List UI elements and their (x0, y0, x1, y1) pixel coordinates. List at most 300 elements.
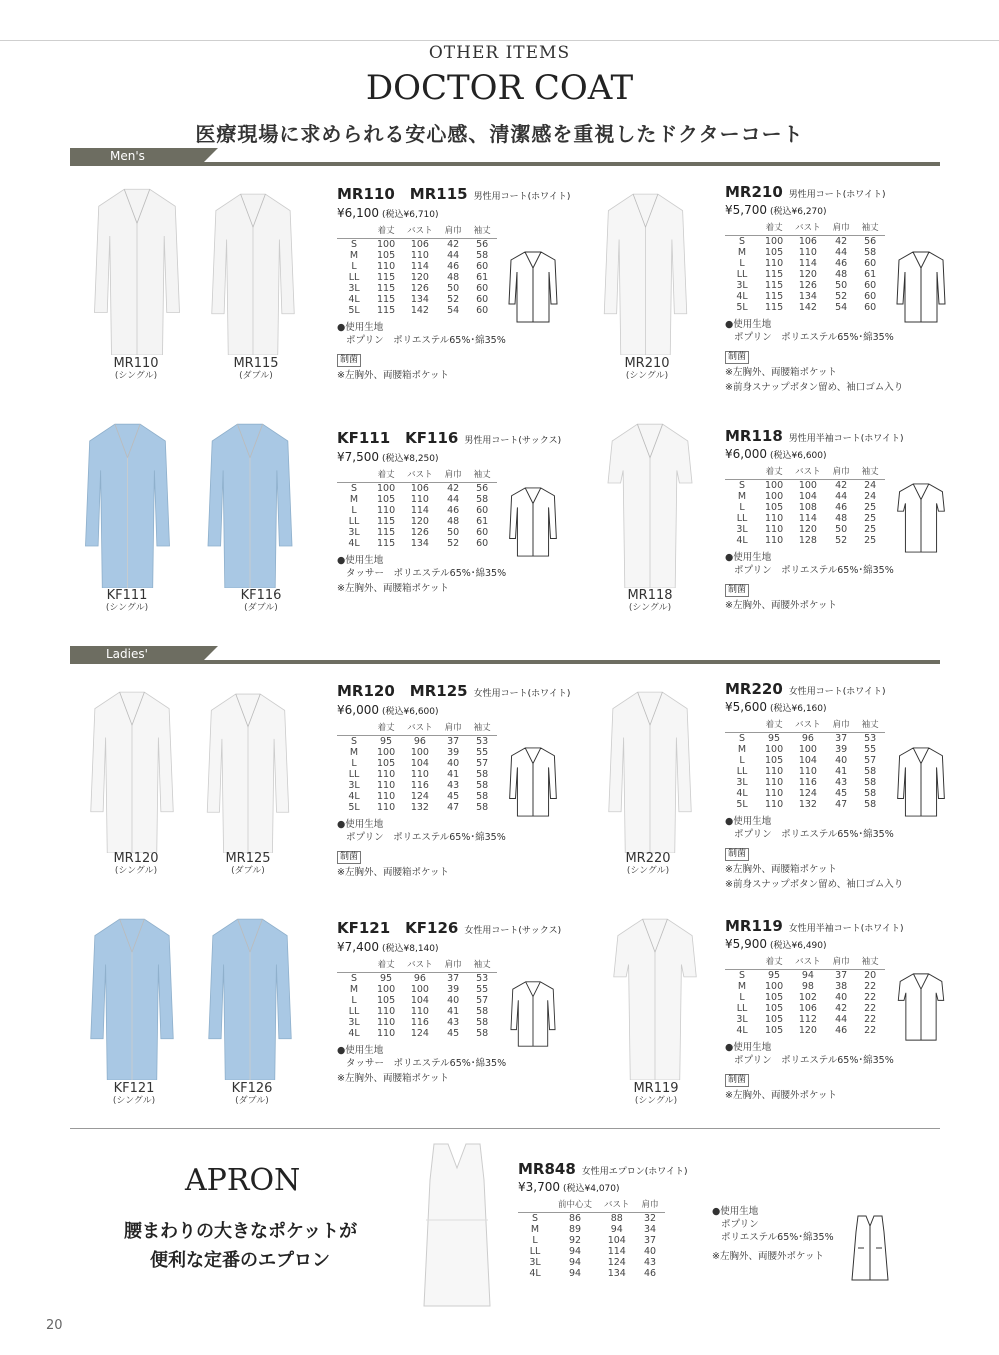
table-cell: 114 (410, 261, 429, 272)
tax-included-price: (税込¥6,160) (770, 704, 827, 714)
fabric-label: ●使用生地 (725, 552, 772, 563)
table-cell: LL (348, 272, 360, 283)
table-cell: 50 (835, 280, 848, 291)
table-cell: 4L (736, 291, 748, 302)
table-cell: 110 (377, 505, 396, 516)
table-row (725, 799, 885, 810)
table-row (337, 973, 497, 985)
size-table (725, 718, 885, 810)
table-cell: 116 (798, 777, 817, 788)
table-cell: 126 (410, 283, 429, 294)
table-cell: 46 (835, 502, 848, 513)
table-cell: 134 (798, 291, 817, 302)
table-cell: 134 (410, 294, 429, 305)
product-title: MR119 女性用半袖コート(ホワイト) (725, 917, 904, 935)
product-note: ※前身スナップボタン留め、袖口ゴム入り (725, 382, 904, 393)
table-cell: 4L (348, 294, 360, 305)
table-cell: 94 (568, 1257, 582, 1268)
table-cell: 37 (447, 973, 460, 984)
table-cell: 100 (377, 239, 396, 250)
product-description: 男性用コート(ホワイト) (788, 190, 886, 200)
size-header: 袖丈 (468, 468, 497, 483)
table-cell: 5L (348, 305, 360, 316)
table-cell: 3L (348, 1017, 360, 1028)
table-cell: 58 (476, 1017, 489, 1028)
table-row (725, 1025, 885, 1036)
coat-image-kf116 (200, 420, 300, 588)
coat-image-mr115 (208, 190, 298, 355)
size-header: 肩巾 (827, 221, 856, 236)
size-header: バスト (598, 1198, 636, 1213)
table-cell: 60 (864, 258, 877, 269)
top-rule (0, 40, 999, 41)
table-row (518, 1224, 665, 1235)
table-cell: 124 (607, 1257, 626, 1268)
product-description: 女性用コート(サックス) (464, 926, 562, 936)
table-cell: 54 (447, 305, 460, 316)
table-cell: 60 (864, 291, 877, 302)
tax-included-price: (税込¥4,070) (563, 1184, 620, 1194)
table-cell: 110 (377, 780, 396, 791)
table-row (337, 483, 497, 495)
flat-sketch-mr210 (895, 250, 947, 324)
table-cell: 44 (835, 491, 848, 502)
table-cell: LL (348, 1006, 360, 1017)
table-cell: 57 (864, 755, 877, 766)
table-cell: 105 (765, 1003, 784, 1014)
size-table (337, 721, 497, 813)
table-row (725, 733, 885, 745)
product-price: ¥5,700 (税込¥6,270) (725, 203, 827, 217)
table-cell: 4L (736, 535, 748, 546)
table-cell: 40 (447, 758, 460, 769)
table-cell: L (739, 258, 745, 269)
size-table (337, 468, 497, 549)
caption-mr210: MR210 (シングル) (624, 356, 670, 381)
product-note: ※左胸外、両腰箱ポケット (337, 370, 449, 381)
table-cell: 4L (348, 1028, 360, 1039)
table-cell: 105 (765, 1014, 784, 1025)
table-row (337, 538, 497, 549)
apron-divider (70, 1128, 940, 1129)
table-cell: 104 (607, 1235, 626, 1246)
product-price: ¥5,900 (税込¥6,490) (725, 937, 827, 951)
size-header: バスト (401, 224, 439, 239)
table-cell: 104 (798, 491, 817, 502)
fabric-detail: タッサー ポリエステル65%･綿35% (346, 568, 507, 579)
size-header: 着丈 (371, 721, 401, 736)
table-cell: 53 (476, 973, 489, 984)
tax-included-price: (税込¥8,140) (382, 944, 439, 954)
table-cell: 40 (447, 995, 460, 1006)
product-description: 女性用エプロン(ホワイト) (581, 1167, 688, 1177)
size-table (725, 221, 885, 313)
table-cell: 61 (476, 272, 489, 283)
table-cell: 58 (476, 494, 489, 505)
table-cell: 5L (348, 802, 360, 813)
apron-fabric-name: ポプリン (721, 1219, 759, 1230)
table-cell: 34 (643, 1224, 657, 1235)
product-note: ※左胸外、両腰箱ポケット (337, 867, 449, 878)
table-cell: 25 (864, 535, 877, 546)
product-note: ※左胸外、両腰箱ポケット (337, 583, 449, 594)
table-cell: 55 (476, 984, 489, 995)
product-title: MR220 女性用コート(ホワイト) (725, 680, 886, 698)
table-cell: 43 (835, 777, 848, 788)
size-header: 着丈 (759, 955, 789, 970)
table-row (337, 516, 497, 527)
table-cell: 110 (765, 777, 784, 788)
table-cell: M (530, 1224, 540, 1235)
size-header: 袖丈 (856, 221, 885, 236)
table-cell: 110 (377, 261, 396, 272)
table-cell: S (350, 483, 358, 494)
table-cell: 37 (835, 970, 848, 981)
table-cell: 58 (476, 780, 489, 791)
table-cell: 105 (765, 755, 784, 766)
fabric-label: ●使用生地 (337, 322, 384, 333)
product-note: ※左胸外、両腰箱ポケット (725, 367, 837, 378)
table-cell: 115 (377, 294, 396, 305)
table-cell: 46 (447, 505, 460, 516)
section-bar-mens (70, 148, 940, 166)
table-row (725, 513, 885, 524)
table-cell: 40 (835, 755, 848, 766)
table-cell: 58 (864, 247, 877, 258)
size-table (725, 955, 885, 1036)
table-row (337, 305, 497, 316)
table-cell: 50 (447, 283, 460, 294)
table-cell: 128 (798, 535, 817, 546)
table-cell: 22 (864, 992, 877, 1003)
table-cell: 126 (798, 280, 817, 291)
table-cell: LL (736, 766, 748, 777)
table-cell: 56 (476, 483, 489, 494)
table-cell: 106 (410, 483, 429, 494)
table-cell: 110 (765, 799, 784, 810)
table-cell: 95 (768, 970, 781, 981)
table-cell: 40 (643, 1246, 657, 1257)
table-cell: S (738, 236, 746, 247)
table-cell: 96 (413, 736, 426, 747)
table-cell: 25 (864, 524, 877, 535)
table-cell: 53 (476, 736, 489, 747)
table-cell: 54 (835, 302, 848, 313)
product-price: ¥7,500 (税込¥8,250) (337, 450, 439, 464)
table-cell: 22 (864, 1014, 877, 1025)
table-cell: 48 (835, 269, 848, 280)
table-row (337, 747, 497, 758)
table-cell: 24 (864, 480, 877, 491)
table-cell: 115 (377, 538, 396, 549)
table-cell: 53 (864, 733, 877, 744)
table-row (725, 744, 885, 755)
fabric-detail: ポプリン ポリエステル65%･綿35% (346, 335, 506, 346)
size-header: 袖丈 (856, 955, 885, 970)
product-title: MR118 男性用半袖コート(ホワイト) (725, 427, 904, 445)
table-cell: 61 (864, 269, 877, 280)
table-cell: 46 (835, 1025, 848, 1036)
table-cell: 60 (476, 505, 489, 516)
coat-image-mr118 (600, 420, 700, 588)
product-title: MR110 MR115 男性用コート(ホワイト) (337, 185, 571, 203)
table-cell: 110 (765, 524, 784, 535)
size-header: 袖丈 (468, 721, 497, 736)
table-cell: 3L (736, 1014, 748, 1025)
size-header: バスト (401, 721, 439, 736)
table-cell: 142 (410, 305, 429, 316)
table-cell: 88 (610, 1213, 623, 1224)
table-cell: 92 (568, 1235, 582, 1246)
coat-image-kf126 (200, 915, 300, 1080)
table-row (725, 992, 885, 1003)
table-cell: 39 (447, 747, 460, 758)
table-cell: 105 (377, 758, 396, 769)
table-row (518, 1235, 665, 1246)
page-tagline: 医療現場に求められる安心感、清潔感を重視したドクターコート (195, 122, 804, 146)
table-cell: 42 (447, 239, 460, 250)
table-cell: 100 (410, 984, 429, 995)
table-cell: 110 (410, 1006, 429, 1017)
product-price: ¥3,700 (税込¥4,070) (518, 1180, 620, 1194)
caption-mr220: MR220 (シングル) (625, 851, 671, 876)
table-row (725, 524, 885, 535)
table-row (725, 291, 885, 302)
size-header: バスト (401, 958, 439, 973)
fabric-label: ●使用生地 (725, 319, 772, 330)
table-cell: 60 (476, 527, 489, 538)
fabric-detail: ポプリン ポリエステル65%･綿35% (734, 565, 894, 576)
tax-included-price: (税込¥6,600) (382, 707, 439, 717)
table-cell: 100 (377, 747, 396, 758)
table-cell: 4L (348, 791, 360, 802)
coat-image-mr120 (82, 688, 182, 853)
table-cell: 120 (410, 272, 429, 283)
table-cell: 100 (765, 491, 784, 502)
table-cell: 58 (476, 802, 489, 813)
flat-sketch-mr220 (895, 746, 947, 818)
antibacterial-badge: 制菌 (725, 1074, 749, 1087)
fabric-detail: ポプリン ポリエステル65%･綿35% (734, 332, 894, 343)
table-cell: 4L (736, 1025, 748, 1036)
table-cell: 42 (835, 1003, 848, 1014)
table-cell: S (738, 970, 746, 981)
table-row (518, 1257, 665, 1268)
table-cell: 115 (377, 283, 396, 294)
tax-included-price: (税込¥8,250) (382, 454, 439, 464)
size-header: バスト (789, 221, 827, 236)
table-cell: 110 (377, 802, 396, 813)
table-row (725, 236, 885, 248)
table-cell: 110 (798, 766, 817, 777)
table-cell: 46 (447, 261, 460, 272)
table-cell: 60 (476, 294, 489, 305)
table-cell: 22 (864, 1003, 877, 1014)
size-header: 肩巾 (439, 224, 468, 239)
table-cell: 120 (798, 1025, 817, 1036)
table-cell: 41 (447, 769, 460, 780)
table-cell: 98 (801, 981, 814, 992)
table-cell: 126 (410, 527, 429, 538)
table-cell: S (350, 973, 358, 984)
table-row (337, 995, 497, 1006)
antibacterial-badge: 制菌 (337, 354, 361, 367)
table-cell: 110 (377, 1017, 396, 1028)
table-cell: 48 (447, 516, 460, 527)
flat-sketch-mr848 (850, 1214, 890, 1282)
table-row (725, 302, 885, 313)
table-cell: 104 (410, 758, 429, 769)
table-cell: 86 (568, 1213, 582, 1224)
fabric-label: ●使用生地 (337, 555, 384, 566)
table-cell: 115 (765, 280, 784, 291)
table-cell: 47 (835, 799, 848, 810)
table-cell: 96 (413, 973, 426, 984)
fabric-detail: タッサー ポリエステル65%･綿35% (346, 1058, 507, 1069)
table-row (725, 502, 885, 513)
apron-image-mr848 (412, 1140, 502, 1308)
table-cell: 58 (476, 1006, 489, 1017)
table-row (337, 1028, 497, 1039)
table-cell: 5L (736, 302, 748, 313)
product-price: ¥6,000 (税込¥6,600) (337, 703, 439, 717)
caption-kf116: KF116 (ダブル) (240, 588, 282, 613)
table-cell: 102 (798, 992, 817, 1003)
coat-image-kf121 (82, 915, 182, 1080)
table-cell: 39 (835, 744, 848, 755)
table-row (337, 769, 497, 780)
table-cell: 95 (380, 973, 393, 984)
table-cell: 124 (798, 788, 817, 799)
table-cell: 41 (835, 766, 848, 777)
page-number: 20 (46, 1318, 63, 1333)
apron-heading: APRON (185, 1163, 301, 1198)
size-header: 肩巾 (827, 955, 856, 970)
size-header: 着丈 (371, 958, 401, 973)
table-row (725, 970, 885, 982)
table-cell: 56 (476, 239, 489, 250)
coat-image-mr119 (605, 915, 705, 1080)
table-cell: 42 (447, 483, 460, 494)
table-cell: 37 (447, 736, 460, 747)
table-cell: 41 (447, 1006, 460, 1017)
product-mr848 (518, 1160, 718, 1279)
table-cell: M (349, 984, 359, 995)
table-cell: 37 (835, 733, 848, 744)
table-cell: 3L (736, 777, 748, 788)
table-row (337, 758, 497, 769)
caption-mr110: MR110 (シングル) (113, 356, 159, 381)
table-cell: 58 (476, 1028, 489, 1039)
table-cell: 47 (447, 802, 460, 813)
table-cell: 50 (447, 527, 460, 538)
table-row (337, 283, 497, 294)
table-row (518, 1246, 665, 1257)
table-row (337, 780, 497, 791)
table-cell: M (737, 744, 747, 755)
table-cell: 115 (377, 516, 396, 527)
product-title: MR848 女性用エプロン(ホワイト) (518, 1160, 688, 1178)
table-row (725, 247, 885, 258)
table-row (337, 261, 497, 272)
table-cell: S (738, 480, 746, 491)
table-cell: 105 (377, 250, 396, 261)
table-cell: 22 (864, 1025, 877, 1036)
table-row (725, 535, 885, 546)
flat-sketch-mr110 (507, 250, 559, 324)
table-cell: S (738, 733, 746, 744)
caption-mr125: MR125 (ダブル) (225, 851, 271, 876)
table-cell: 89 (568, 1224, 582, 1235)
table-cell: 58 (864, 766, 877, 777)
table-cell: 44 (447, 250, 460, 261)
table-cell: 120 (798, 269, 817, 280)
table-cell: 43 (447, 780, 460, 791)
size-header: 肩巾 (439, 721, 468, 736)
coat-image-mr125 (198, 690, 298, 853)
product-description: 女性用コート(ホワイト) (788, 687, 886, 697)
table-cell: 46 (835, 258, 848, 269)
table-cell: 46 (643, 1268, 657, 1279)
table-cell: 60 (476, 538, 489, 549)
flat-sketch-mr118 (895, 482, 947, 554)
table-cell: 43 (643, 1257, 657, 1268)
table-cell: L (532, 1235, 538, 1246)
table-cell: 94 (801, 970, 814, 981)
table-cell: 106 (798, 1003, 817, 1014)
table-cell: 42 (835, 236, 848, 247)
apron-tagline-1: 腰まわりの大きなポケットが (124, 1221, 358, 1242)
fabric-detail: ポプリン ポリエステル65%･綿35% (734, 829, 894, 840)
table-cell: 22 (864, 981, 877, 992)
section-label-ladies: Ladies' (106, 647, 148, 661)
table-cell: 52 (447, 294, 460, 305)
table-row (725, 491, 885, 502)
product-note: ※前身スナップボタン留め、袖口ゴム入り (725, 879, 904, 890)
product-description: 男性用コート(ホワイト) (473, 192, 571, 202)
table-cell: 20 (864, 970, 877, 981)
table-cell: 110 (765, 788, 784, 799)
size-header: 肩巾 (439, 958, 468, 973)
table-cell: 100 (765, 744, 784, 755)
caption-mr120: MR120 (シングル) (113, 851, 159, 876)
table-row (725, 766, 885, 777)
table-row (725, 981, 885, 992)
coat-image-mr220 (600, 688, 700, 853)
size-header: 肩巾 (636, 1198, 665, 1213)
fabric-label: ●使用生地 (725, 1042, 772, 1053)
table-row (725, 280, 885, 291)
product-description: 男性用コート(サックス) (464, 436, 562, 446)
table-cell: 43 (447, 1017, 460, 1028)
table-cell: 120 (798, 524, 817, 535)
table-cell: M (349, 250, 359, 261)
table-cell: LL (736, 1003, 748, 1014)
table-cell: 110 (410, 250, 429, 261)
table-cell: M (349, 494, 359, 505)
table-cell: 48 (447, 272, 460, 283)
size-header: 着丈 (759, 465, 789, 480)
table-cell: 58 (864, 788, 877, 799)
table-cell: 110 (377, 1028, 396, 1039)
table-cell: 105 (765, 247, 784, 258)
table-row (518, 1268, 665, 1279)
antibacterial-badge: 制菌 (725, 584, 749, 597)
table-cell: L (739, 502, 745, 513)
table-row (337, 494, 497, 505)
table-cell: 45 (447, 1028, 460, 1039)
table-cell: 112 (798, 1014, 817, 1025)
